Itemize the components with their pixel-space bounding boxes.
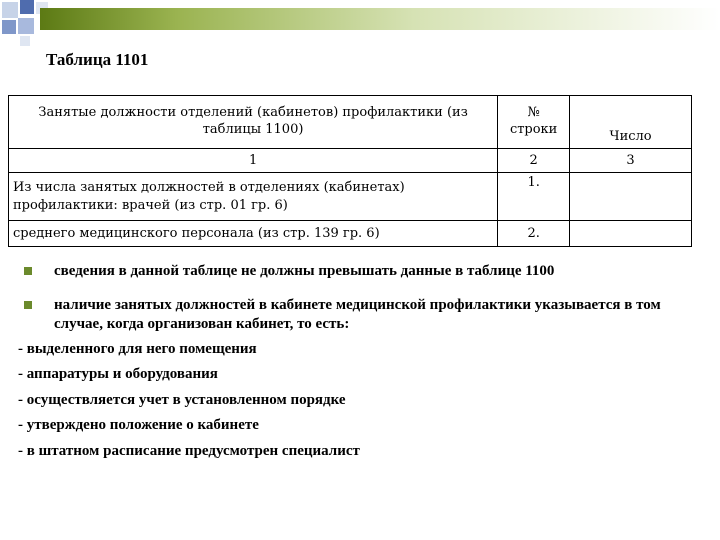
note-bullet-1: [18, 262, 708, 282]
square-bullet-icon: [24, 301, 32, 309]
row-number: 1.: [498, 173, 570, 221]
condition-item: - аппаратуры и оборудования: [18, 366, 218, 382]
column-numbers-row: [9, 149, 692, 173]
column-number-3: 3: [570, 149, 692, 173]
notes-section: [18, 262, 708, 464]
data-table: [8, 95, 692, 247]
column-number-1: 1: [9, 149, 498, 173]
page-title: Таблица 1101: [46, 50, 149, 69]
row-value: [570, 221, 692, 247]
table-header-row: [9, 96, 692, 149]
table-row: [9, 221, 692, 247]
column-number-2: 2: [498, 149, 570, 173]
square-bullet-icon: [24, 267, 32, 275]
note-bullet-2: [18, 296, 708, 335]
row-value: [570, 173, 692, 221]
row-number: 2.: [498, 221, 570, 247]
table-row: [9, 173, 692, 221]
condition-item: - утверждено положение о кабинете: [18, 417, 259, 433]
note-text: сведения в данной таблице не должны превышать данные в таблице 1100: [54, 263, 555, 279]
row-label: Из числа занятых должностей в отделениях (кабинетах) профилактики: врачей (из стр. 01 гр. 6): [9, 173, 498, 221]
decorative-top-bar: [40, 8, 720, 30]
header-description: Занятые должности отделений (кабинетов) профилактики (из таблицы 1100): [9, 96, 498, 149]
condition-item: - выделенного для него помещения: [18, 340, 257, 357]
note-text: наличие занятых должностей в кабинете медицинской профилактики указывается в том случае, когда организован кабинет, то есть:: [54, 296, 661, 332]
row-label: среднего медицинского персонала (из стр. 139 гр. 6): [9, 221, 498, 247]
header-value: Число: [570, 96, 692, 149]
condition-item: - осуществляется учет в установленном порядке: [18, 391, 346, 408]
condition-item: - в штатном расписание предусмотрен специалист: [18, 442, 360, 459]
header-row-number: № строки: [498, 96, 570, 149]
